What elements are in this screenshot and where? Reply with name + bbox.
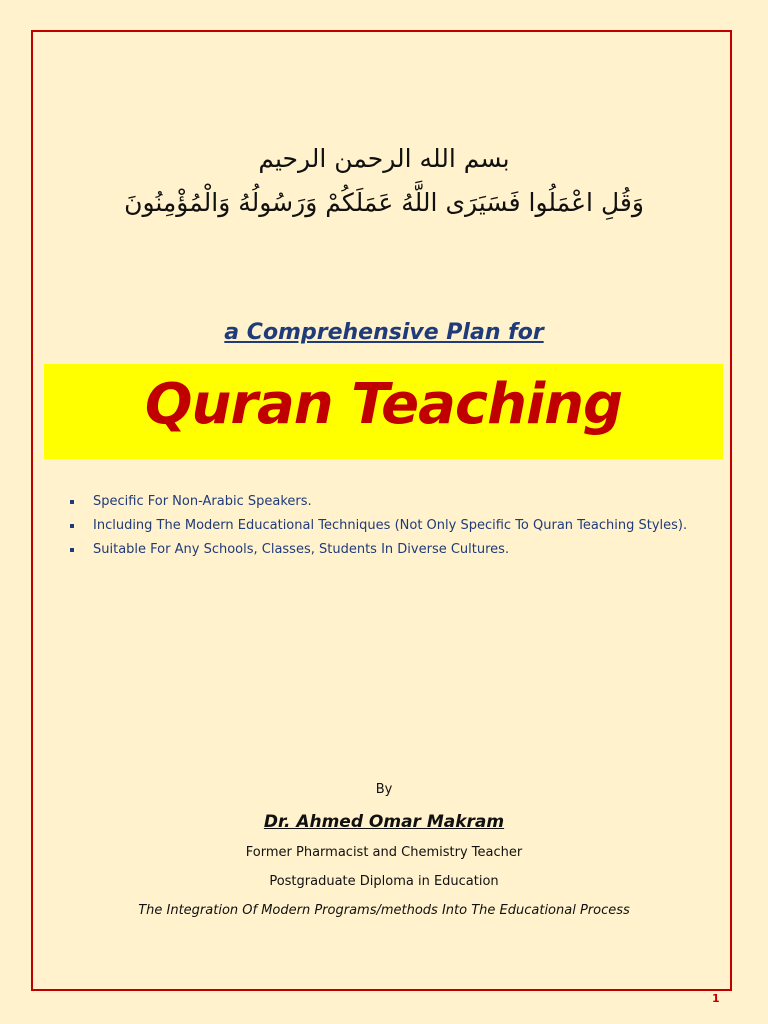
quran-verse: وَقُلِ اعْمَلُوا فَسَيَرَى اللَّهُ عَمَلَكُمْ وَرَسُولُهُ وَالْمُؤْمِنُونَ bbox=[124, 188, 644, 217]
subtitle: a Comprehensive Plan for bbox=[224, 320, 544, 345]
list-item-text: Suitable For Any Schools, Classes, Students In Diverse Cultures. bbox=[93, 542, 510, 557]
basmala: بسم الله الرحمن الرحيم bbox=[258, 144, 510, 173]
feature-list bbox=[66, 494, 687, 566]
by-label: By bbox=[375, 782, 393, 797]
list-item bbox=[66, 542, 687, 558]
square-bullet-icon bbox=[70, 548, 74, 552]
list-item-text: Specific For Non-Arabic Speakers. bbox=[93, 494, 312, 509]
list-item bbox=[66, 494, 687, 510]
credential-line: Former Pharmacist and Chemistry Teacher bbox=[245, 845, 523, 860]
author-name: Dr. Ahmed Omar Makram bbox=[263, 812, 505, 832]
credential-line: Postgraduate Diploma in Education bbox=[269, 874, 499, 889]
square-bullet-icon bbox=[70, 500, 74, 504]
list-item-text: Including The Modern Educational Techniques (Not Only Specific To Quran Teaching Styles). bbox=[93, 518, 688, 533]
credential-line: The Integration Of Modern Programs/methods Into The Educational Process bbox=[138, 903, 630, 918]
page-title: Quran Teaching bbox=[144, 372, 623, 437]
square-bullet-icon bbox=[70, 524, 74, 528]
list-item bbox=[66, 518, 687, 534]
page-number: 1 bbox=[712, 992, 720, 1005]
title-banner bbox=[44, 364, 723, 459]
